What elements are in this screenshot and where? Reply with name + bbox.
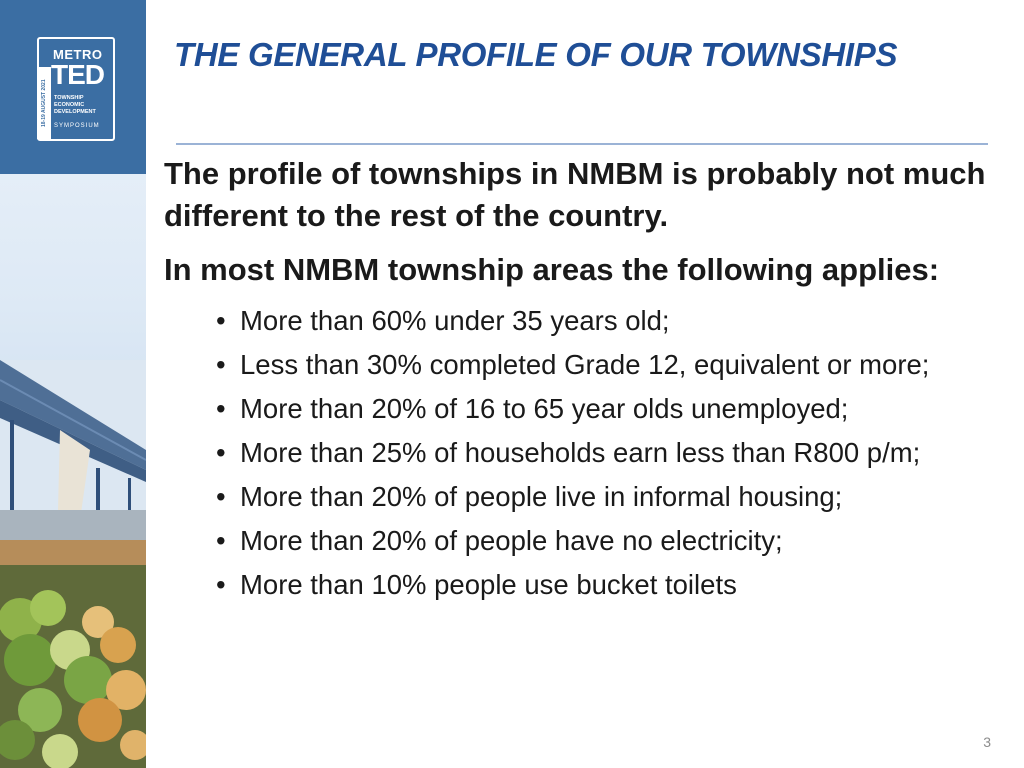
logo-subtitle (54, 95, 96, 116)
applies-heading: In most NMBM township areas the following applies: (164, 252, 940, 287)
list-item: • More than 20% of people live in informal housing; (216, 479, 1004, 515)
slide-title: THE GENERAL PROFILE OF OUR TOWNSHIPS (174, 36, 898, 73)
logo-ted-text: TED (51, 59, 104, 90)
page-number: 3 (983, 734, 991, 750)
metro-ted-logo (0, 0, 146, 174)
list-item: • More than 10% people use bucket toilets (216, 567, 1004, 603)
list-item: • More than 20% of 16 to 65 year olds unemployed; (216, 391, 1004, 427)
logo-subtitle-line: ECONOMIC (54, 102, 85, 108)
logo-metro-text: METRO (53, 47, 103, 62)
market-photo (0, 360, 146, 768)
intro-paragraph: The profile of townships in NMBM is probably not much different to the rest of the country. (164, 156, 986, 233)
list-item: • More than 60% under 35 years old; (216, 303, 1004, 339)
list-item: • Less than 30% completed Grade 12, equivalent or more; (216, 347, 1004, 383)
title-divider (176, 143, 988, 145)
logo-subtitle-line: DEVELOPMENT (54, 109, 96, 115)
logo-symposium-text: SYMPOSIUM (54, 123, 100, 129)
list-item: • More than 20% of people have no electricity; (216, 523, 1004, 559)
slide-body (164, 153, 1004, 611)
left-decorative-panel (0, 0, 146, 768)
logo-subtitle-line: TOWNSHIP (54, 95, 84, 101)
list-item: • More than 25% of households earn less than R800 p/m; (216, 435, 1004, 471)
logo-date: 18-19 AUGUST 2021 (37, 67, 51, 139)
logo-frame (37, 37, 115, 141)
statistics-list (164, 303, 1004, 603)
